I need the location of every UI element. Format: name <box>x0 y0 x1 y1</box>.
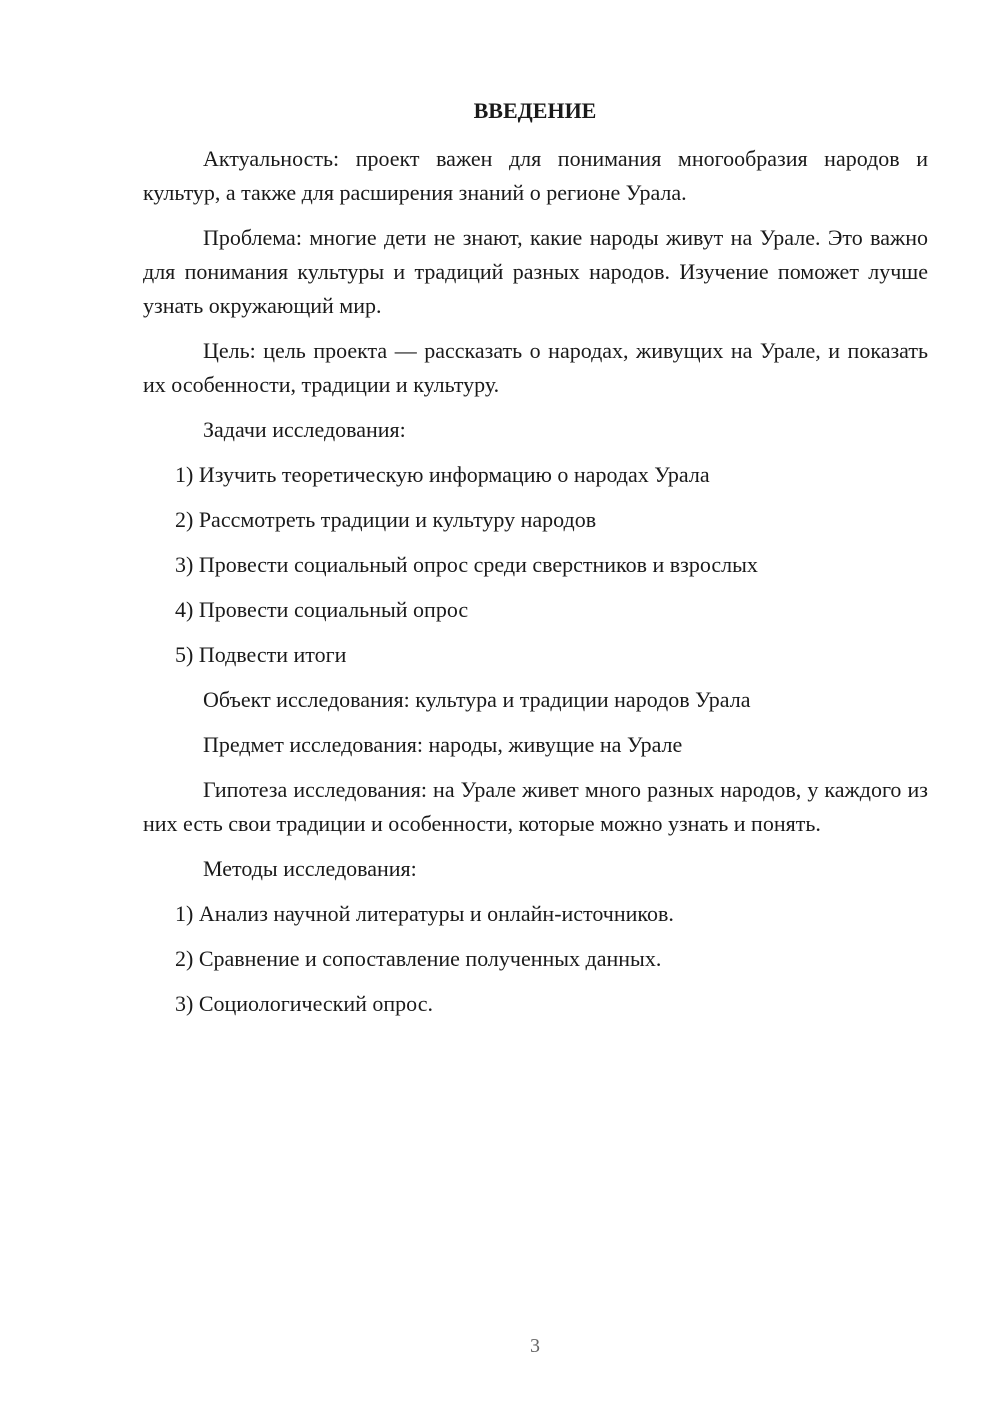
list-item-task-4: 4) Провести социальный опрос <box>175 597 469 622</box>
paragraph-goal: Цель: цель проекта — рассказать о народах, живущих на Урале, и показать их особенности, традиции и культуру. <box>143 338 928 397</box>
paragraph-problem: Проблема: многие дети не знают, какие народы живут на Урале. Это важно для понимания культуры и традиций разных народов. Изучение поможет лучше узнать окружающий мир. <box>143 225 928 318</box>
document-body <box>143 142 928 1021</box>
list-item-method-2: 2) Сравнение и сопоставление полученных данных. <box>175 946 662 971</box>
paragraph-subject: Предмет исследования: народы, живущие на Урале <box>203 732 683 757</box>
list-item-task-1: 1) Изучить теоретическую информацию о народах Урала <box>175 462 710 487</box>
page-title: ВВЕДЕНИЕ <box>473 98 597 123</box>
list-item-task-2: 2) Рассмотреть традиции и культуру народов <box>175 507 597 532</box>
methods-title: Методы исследования: <box>203 856 417 881</box>
list-item-task-3: 3) Провести социальный опрос среди сверстников и взрослых <box>175 552 758 577</box>
paragraph-relevance: Актуальность: проект важен для понимания многообразия народов и культур, а также для расширения знаний о регионе Урала. <box>143 146 928 205</box>
page-number: 3 <box>530 1335 540 1357</box>
tasks-title: Задачи исследования: <box>203 417 406 442</box>
list-item-task-5: 5) Подвести итоги <box>175 642 347 667</box>
list-item-method-1: 1) Анализ научной литературы и онлайн-источников. <box>175 901 674 926</box>
paragraph-hypothesis: Гипотеза исследования: на Урале живет много разных народов, у каждого из них есть свои традиции и особенности, которые можно узнать и понять. <box>143 777 928 836</box>
paragraph-object: Объект исследования: культура и традиции народов Урала <box>203 687 751 712</box>
list-item-method-3: 3) Социологический опрос. <box>175 991 433 1016</box>
